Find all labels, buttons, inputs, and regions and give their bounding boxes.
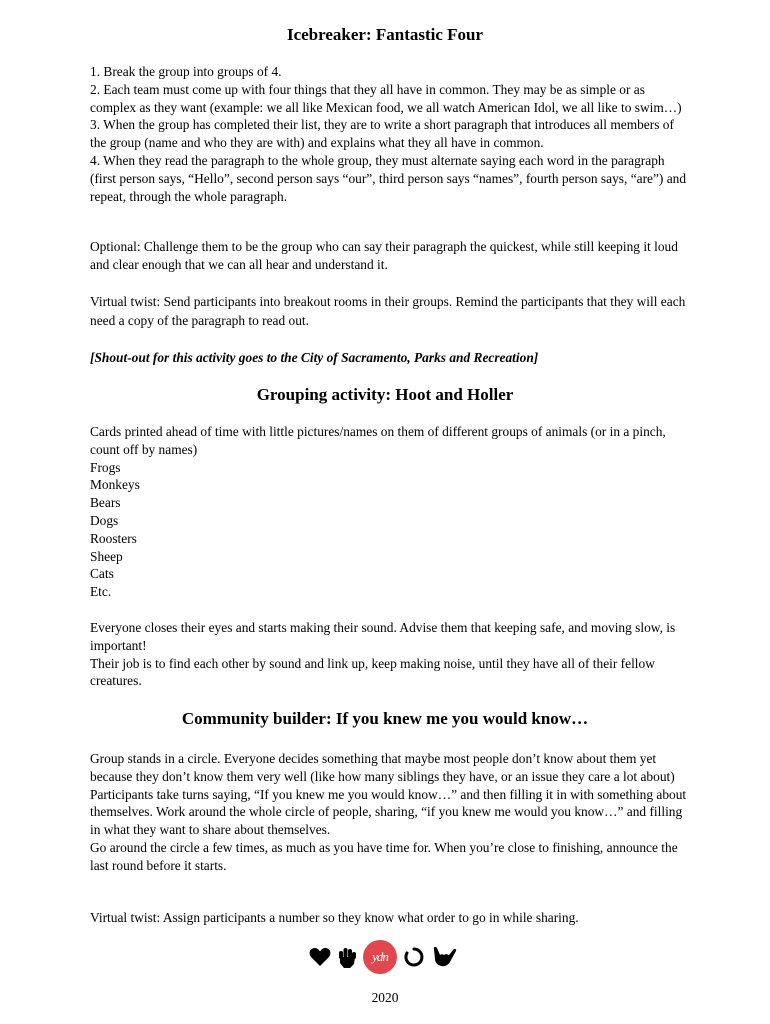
ydn-logo [363,940,397,974]
optional-paragraph: Optional: Challenge them to be the group who can say their paragraph the quickest, while still keeping it loud and clear enough that we can all hear and understand it. [90,239,678,272]
animal-item: Bears [90,495,121,511]
circle-swirl-icon [403,946,425,968]
grouping-body [90,423,690,601]
step-item: 3. When the group has completed their list, they are to write a short paragraph that introduces all members of the group (name and who they are with) and explains what they all have in common. [90,117,674,151]
shaka-hand-icon [431,945,457,969]
community-virtual-twist: Virtual twist: Assign participants a number so they know what order to go in while sharing. [90,910,579,925]
grouping-paragraph: Their job is to find each other by sound and link up, keep making noise, until they have all of their fellow creatures. [90,655,655,689]
raised-fist-icon [337,945,357,969]
grouping-intro: Cards printed ahead of time with little pictures/names on them of different groups of animals (or in a pinch, count off by names) [90,424,666,457]
grouping-paragraph: Everyone closes their eyes and starts making their sound. Advise them that keeping safe, and moving slow, is important! [90,620,676,653]
logo-text: ydn [372,949,388,965]
community-title: Community builder: If you knew me you would know… [181,709,589,728]
step-item: 4. When they read the paragraph to the whole group, they must alternate saying each word in the paragraph (first person says, “Hello”, second person says “our”, third person says “names”, fourth person says, “are”) and repeat, through the whole paragraph. [90,152,687,204]
icebreaker-steps [90,63,690,205]
footer-year: 2020 [371,990,399,1005]
community-paragraph: Participants take turns saying, “If you knew me you would know…” and then filling it in with something about themselves. Work around the whole circle of people, sharing, “if you knew me would you know…” and filling in what they want to share about themselves. [90,786,687,838]
virtual-twist-paragraph: Virtual twist: Send participants into breakout rooms in their groups. Remind the participants that they will each need a copy of the paragraph to read out. [90,294,686,328]
community-paragraph: Group stands in a circle. Everyone decides something that maybe most people don’t know about them yet because they don’t know them very well (like how many siblings they have, or an issue they care a lot about) [90,751,675,784]
animal-item: Roosters [90,530,137,546]
animal-item: Etc. [90,584,112,600]
animal-item: Dogs [90,512,119,528]
community-paragraph: Go around the circle a few times, as much as you have time for. When you’re close to finishing, announce the last round before it starts. [90,839,678,873]
grouping-instructions [90,619,690,690]
animal-item: Cats [90,566,114,582]
shout-out-credit: [Shout-out for this activity goes to the City of Sacramento, Parks and Recreation] [90,350,539,365]
icebreaker-title: Icebreaker: Fantastic Four [286,25,484,44]
step-item: 2. Each team must come up with four things that they all have in common. They may be as simple or as complex as they want (example: we all like Mexican food, we all watch American Idol, we all like to swim…) [90,81,682,115]
heart-icon [309,947,331,967]
footer-icon-row [309,939,459,975]
animal-item: Frogs [90,459,121,475]
animal-item: Monkeys [90,477,140,493]
animal-item: Sheep [90,548,123,564]
community-body [90,750,690,875]
step-item: 1. Break the group into groups of 4. [90,64,282,79]
grouping-title: Grouping activity: Hoot and Holler [256,385,514,404]
